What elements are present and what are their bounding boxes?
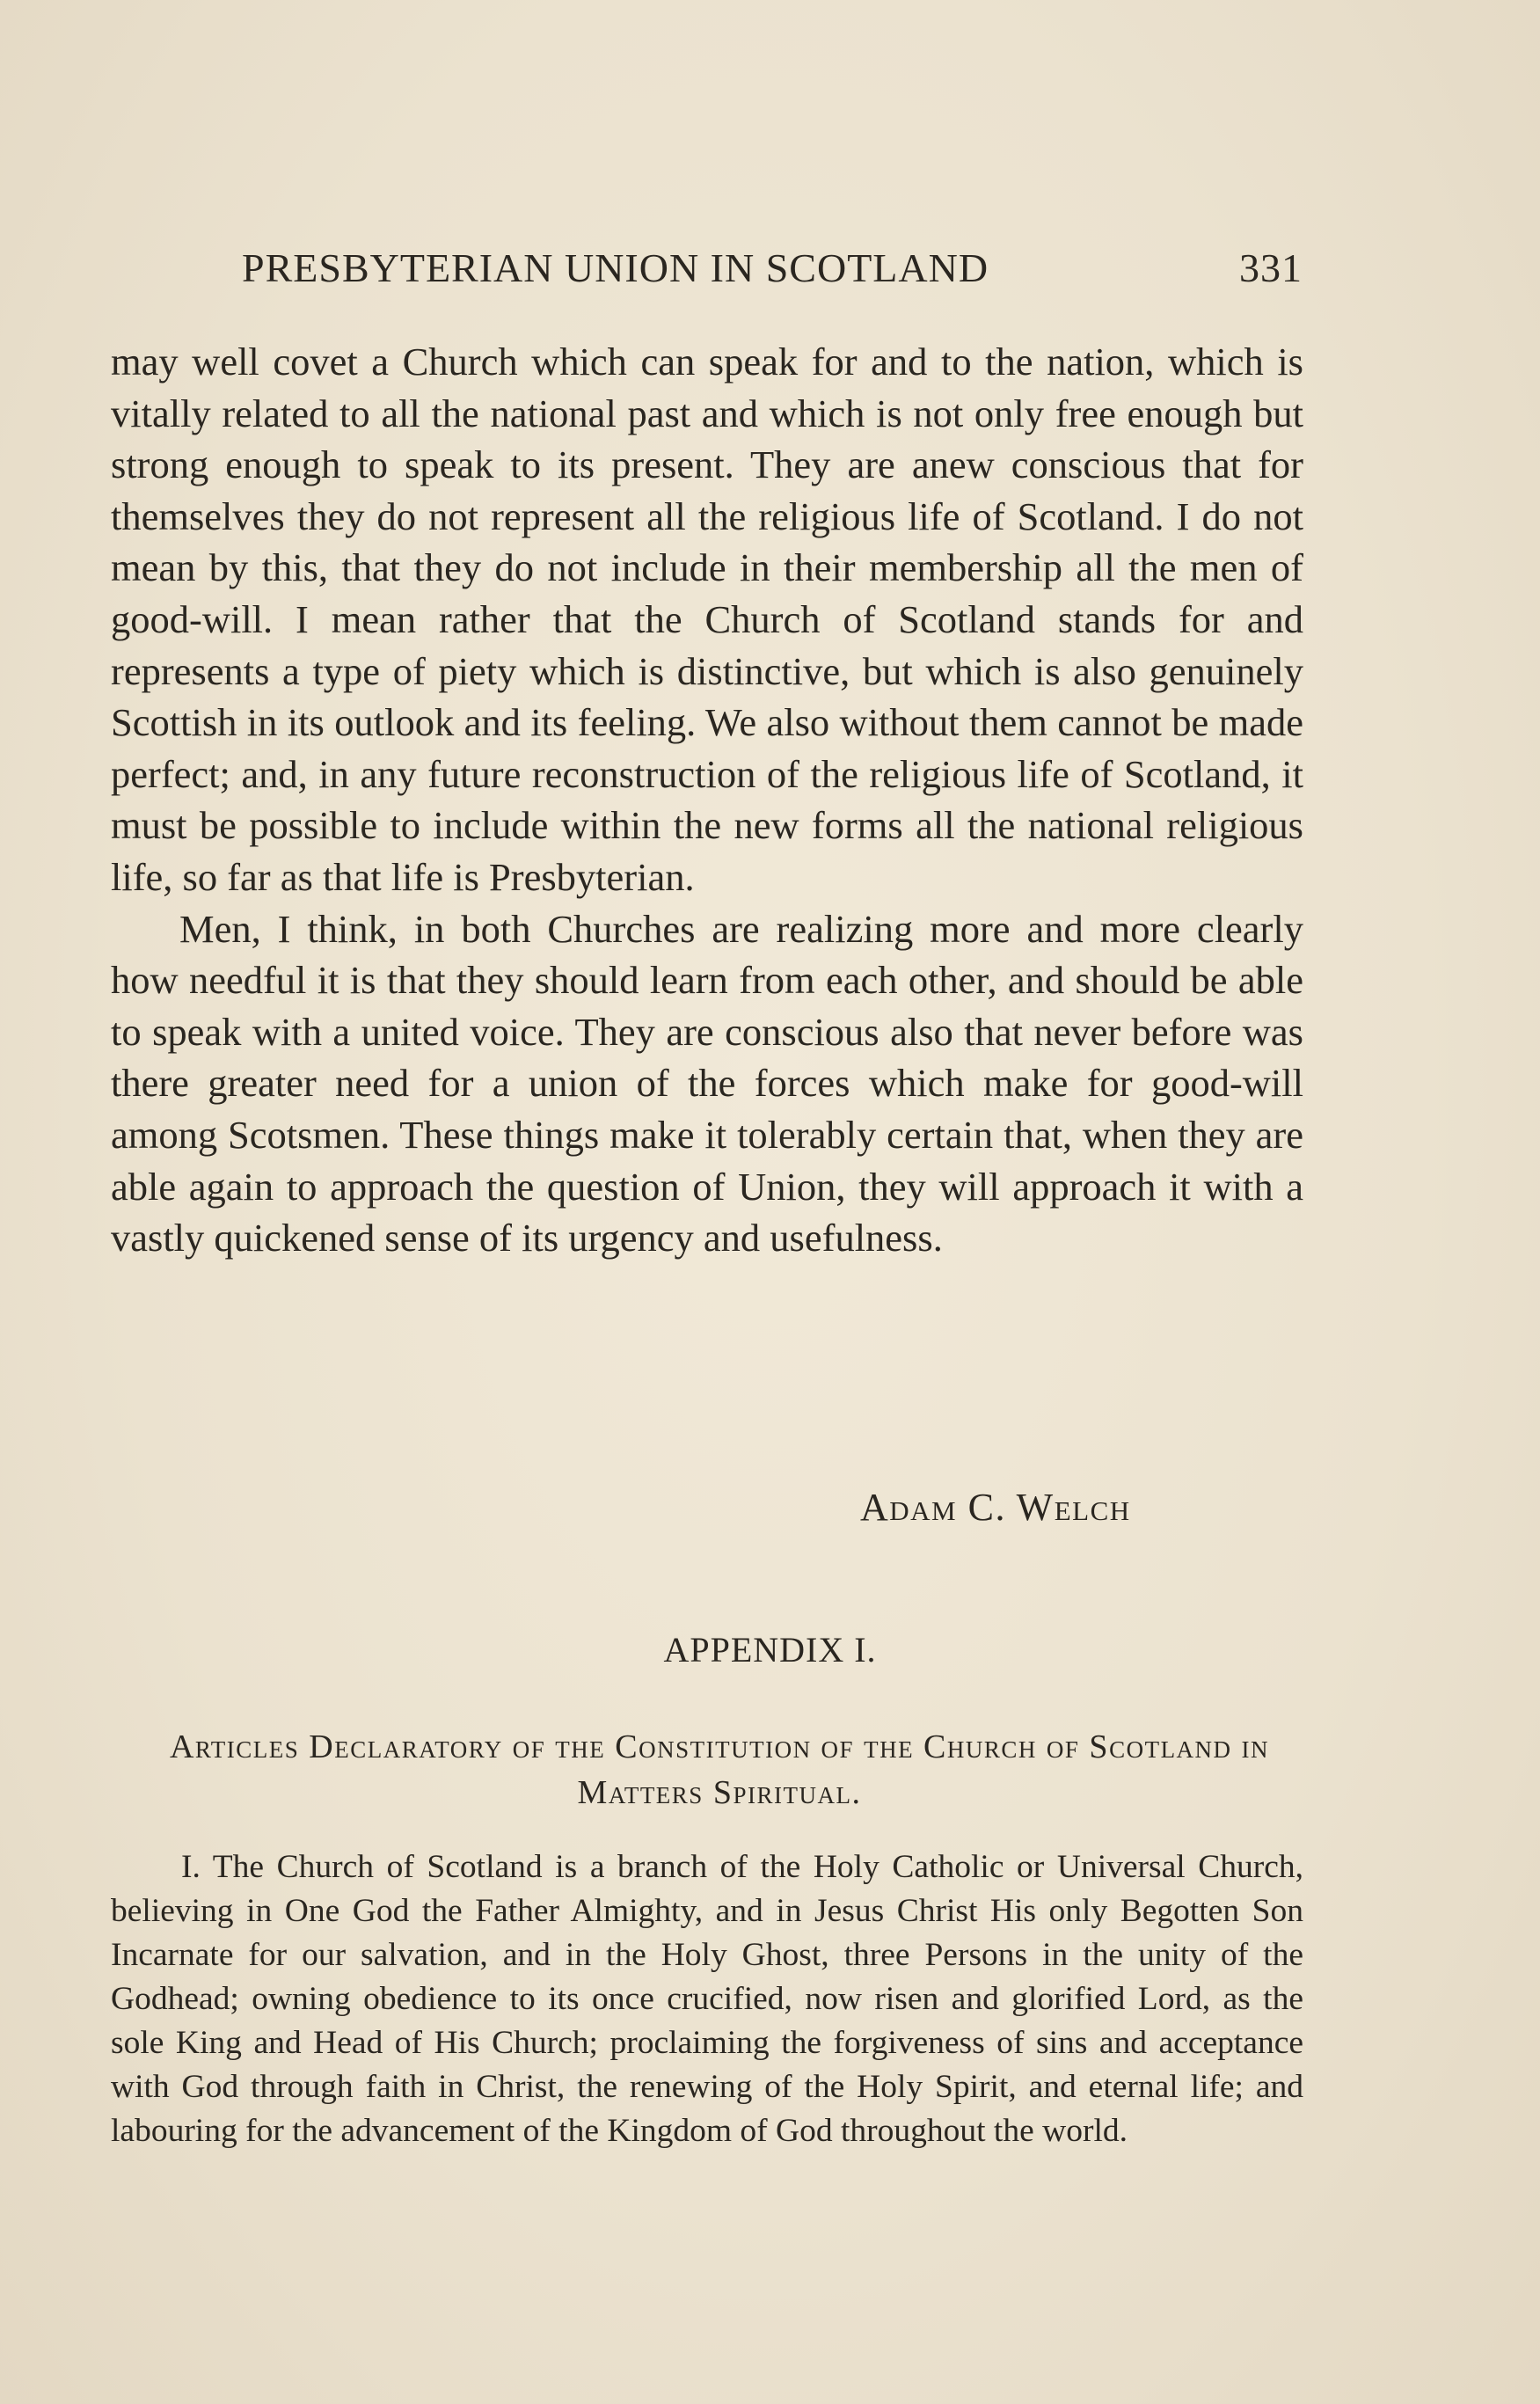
body-paragraph: Men, I think, in both Churches are realizing more and more clearly how needful it is that they should learn from each other, and should be able to speak with a united voice. They are conscious also that never before was there greater need for a union of the forces which make for good-will among Scotsmen. These things make it tolerably certain that, when they are able again to approach the question of Union, they will approach it with a vastly quickened sense of its urgency and usefulness. (111, 906, 1303, 1260)
appendix-subheading: Articles Declaratory of the Constitution of the Church of Scotland in Matters Spiritual. (169, 1728, 1270, 1811)
running-head-title: PRESBYTERIAN UNION IN SCOTLAND (242, 245, 989, 290)
main-body-text (111, 336, 1303, 1264)
running-header (242, 245, 1303, 297)
author-signature: Adam C. Welch (860, 1486, 1131, 1529)
appendix-heading: APPENDIX I. (663, 1630, 877, 1670)
article-paragraph: I. The Church of Scotland is a branch of the Holy Catholic or Universal Church, believing in One God the Father Almighty, and in Jesus Christ His only Begotten Son Incarnate for our salvation, and in the Holy Ghost, three Persons in the unity of the Godhead; owning obedience to its once crucified, now risen and glorified Lord, as the sole King and Head of His Church; proclaiming the forgiveness of sins and acceptance with God through faith in Christ, the renewing of the Holy Spirit, and eternal life; and labouring for the advancement of the Kingdom of God throughout the world. (111, 1849, 1303, 2149)
page-number: 331 (1239, 245, 1303, 290)
body-paragraph: may well covet a Church which can speak for and to the nation, which is vitally related to all the national past and which is not only free enough but strong enough to speak to its present. They are anew conscious that for themselves they do not represent all the religious life of Scotland. I do not mean by this, that they do not include in their membership all the men of good-will. I mean rather that the Church of Scotland stands for and represents a type of piety which is distinctive, but which is also genuinely Scottish in its outlook and its feeling. We also without them cannot be made perfect; and, in any future reconstruction of the religious life of Scotland, it must be possible to include within the new forms all the national religious life, so far as that life is Presbyterian. (111, 340, 1303, 899)
